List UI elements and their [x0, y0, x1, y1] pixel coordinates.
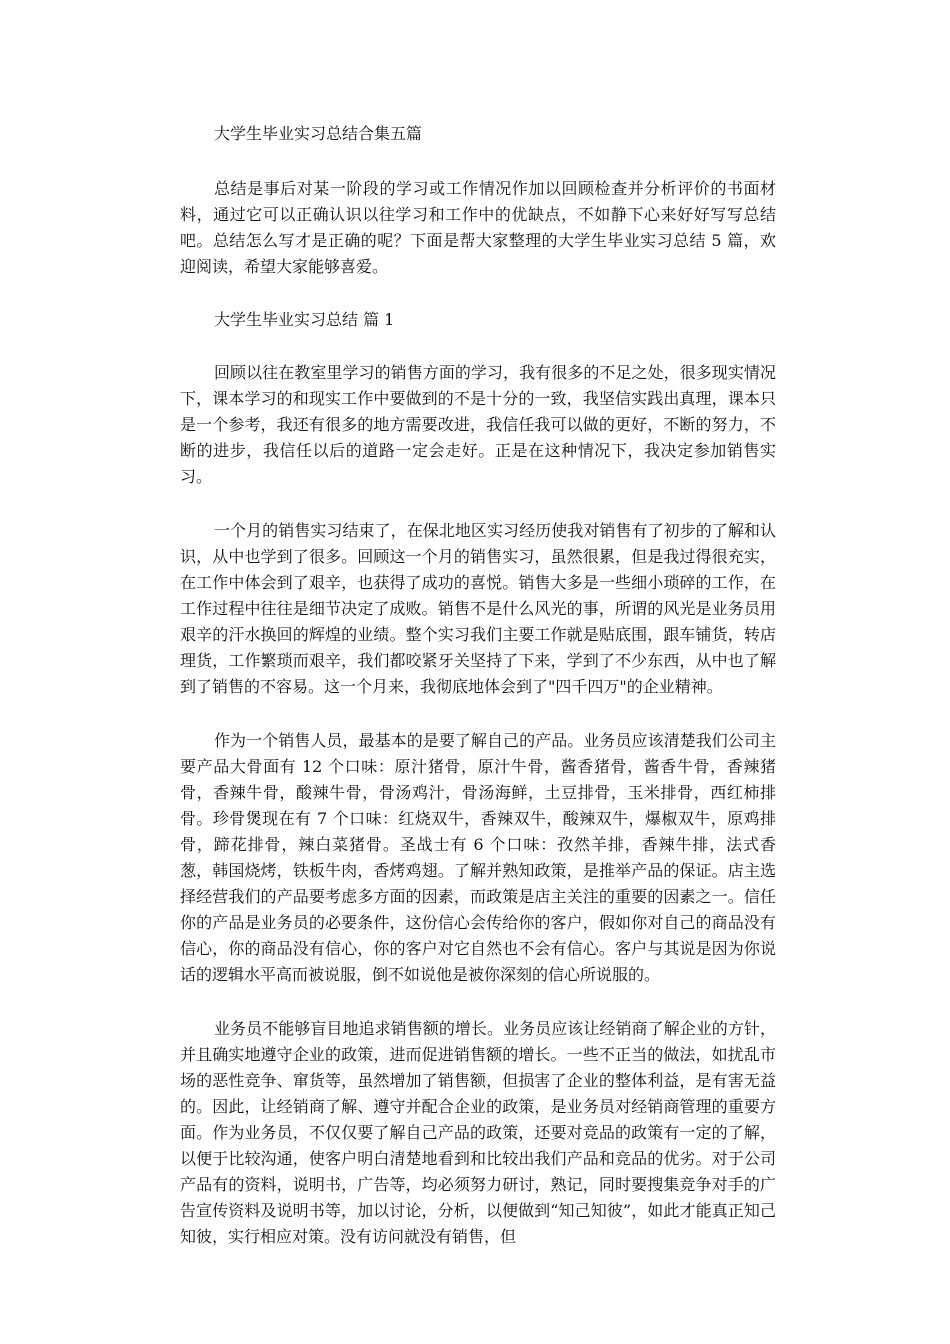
intro-paragraph: 总结是事后对某一阶段的学习或工作情况作加以回顾检查并分析评价的书面材料，通过它可以正确认识以往学习和工作中的优缺点，不如静下心来好好写写总结吧。总结怎么写才是正确的呢？下面是帮大家整理的大学生毕业实习总结 5 篇，欢迎阅读，希望大家能够喜爱。	[180, 179, 776, 276]
section-heading: 大学生毕业实习总结 篇 1	[214, 310, 395, 329]
body-paragraph: 作为一个销售人员，最基本的是要了解自己的产品。业务员应该清楚我们公司主要产品大骨面有 12 个口味：原汁猪骨，原汁牛骨，酱香猪骨，酱香牛骨，香辣猪骨，香辣牛骨，酸辣牛骨，骨汤鸡汁，骨汤海鲜，土豆排骨，玉米排骨，西红柿排骨。珍骨煲现在有 7 个口味：红烧双牛，香辣双牛，酸辣双牛，爆椒双牛，原鸡排骨，蹄花排骨，辣白菜猪骨。圣战士有 6 个口味：孜然羊排，香辣牛排，法式香葱，韩国烧烤，铁板牛肉，香烤鸡翅。了解并熟知政策，是推举产品的保证。店主选择经营我们的产品要考虑多方面的因素，而政策是店主关注的重要的因素之一。信任你的产品是业务员的必要条件，这份信心会传给你的客户，假如你对自己的商品没有信心，你的商品没有信心，你的客户对它自然也不会有信心。客户与其说是因为你说话的逻辑水平高而被说服，倒不如说他是被你深刻的信心所说服的。	[180, 731, 776, 984]
document-title: 大学生毕业实习总结合集五篇	[214, 124, 423, 143]
body-paragraph: 回顾以往在教室里学习的销售方面的学习，我有很多的不足之处，很多现实情况下，课本学习的和现实工作中要做到的不是十分的一致，我坚信实践出真理，课本只是一个参考，我还有很多的地方需要改进，我信任我可以做的更好，不断的努力，不断的进步，我信任以后的道路一定会走好。正是在这种情况下，我决定参加销售实习。	[180, 363, 776, 486]
document-page	[180, 122, 776, 1250]
body-paragraph: 一个月的销售实习结束了，在保北地区实习经历使我对销售有了初步的了解和认识，从中也学到了很多。回顾这一个月的销售实习，虽然很累，但是我过得很充实，在工作中体会到了艰辛，也获得了成功的喜悦。销售大多是一些细小琐碎的工作，在工作过程中往往是细节决定了成败。销售不是什么风光的事，所谓的风光是业务员用艰辛的汗水换回的辉煌的业绩。整个实习我们主要工作就是贴底围，跟车铺货，转店理货，工作繁琐而艰辛，我们都咬紧牙关坚持了下来，学到了不少东西，从中也了解到了销售的不容易。这一个月来，我彻底地体会到了"四千四万"的企业精神。	[180, 521, 776, 696]
body-paragraph: 业务员不能够盲目地追求销售额的增长。业务员应该让经销商了解企业的方针，并且确实地遵守企业的政策，进而促进销售额的增长。一些不正当的做法，如扰乱市场的恶性竞争、窜货等，虽然增加了销售额，但损害了企业的整体利益，是有害无益的。因此，让经销商了解、遵守并配合企业的政策，是业务员对经销商管理的重要方面。作为业务员，不仅仅要了解自己产品的政策，还要对竞品的政策有一定的了解，以便于比较沟通，使客户明白清楚地看到和比较出我们产品和竞品的优劣。对于公司产品有的资料，说明书，广告等，均必须努力研讨，熟记，同时要搜集竞争对手的广告宣传资料及说明书等，加以讨论，分析，以便做到“知己知彼”，如此才能真正知己知彼，实行相应对策。没有访问就没有销售，但	[180, 1019, 776, 1246]
